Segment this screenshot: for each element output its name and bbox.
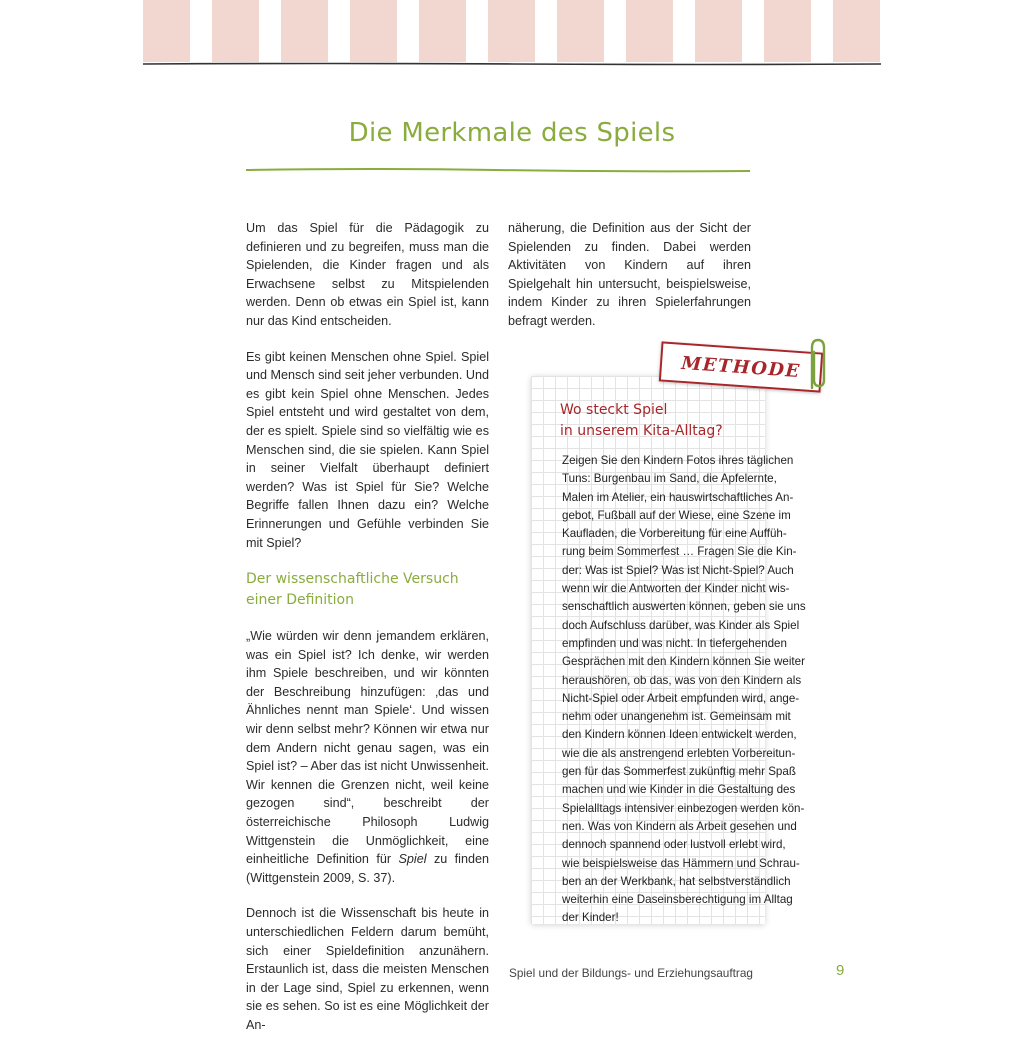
top-stripe-decoration: [143, 0, 881, 62]
method-line: nehm oder unangenehm ist. Gemeinsam mit: [562, 710, 791, 724]
top-divider-line: [143, 62, 881, 66]
running-footer: Spiel und der Bildungs- und Erziehungsauftrag: [509, 966, 753, 980]
stripe: [764, 0, 811, 62]
stripe: [419, 0, 466, 62]
stripe: [626, 0, 673, 62]
left-column: [246, 219, 489, 1052]
method-line: wie beispielsweise das Hämmern und Schrau-: [562, 856, 800, 870]
stripe: [695, 0, 742, 62]
page-number: 9: [836, 962, 845, 979]
section-subheading: [246, 569, 489, 611]
emphasis-text: Spiel: [398, 852, 427, 867]
method-line: machen und wie Kinder in die Gestaltung des: [562, 783, 796, 797]
method-line: der: Was ist Spiel? Was ist Nicht-Spiel? Auch: [562, 563, 794, 577]
method-line: wenn wir die Antworten der Kinder nicht wis-: [562, 582, 790, 596]
method-line: Tuns: Burgenbau im Sand, die Apfelernte,: [562, 472, 777, 486]
quote-paragraph: [246, 627, 489, 887]
stripe: [350, 0, 397, 62]
quote-text-end: zu finden (Wittgenstein 2009, S. 37).: [246, 852, 489, 885]
title-underline: [246, 165, 750, 175]
paperclip-icon: [803, 336, 829, 392]
method-line: Malen im Atelier, ein hauswirtschaftliches An-: [562, 490, 794, 504]
method-line: heraushören, ob das, was von den Kindern als: [562, 673, 802, 687]
method-line: senschaftlich auswerten können, geben sie uns: [562, 600, 806, 614]
method-heading-line: in unserem Kita-Alltag?: [560, 423, 723, 439]
method-line: der Kinder!: [562, 911, 619, 925]
stripe: [557, 0, 604, 62]
method-line: Gesprächen mit den Kindern können Sie weiter: [562, 655, 805, 669]
subheading-line: einer Definition: [246, 592, 354, 609]
paragraph: näherung, die Definition aus der Sicht der Spielenden zu finden. Dabei werden Aktivitäten von Kindern auf ihren Spielgehalt hin untersucht, beispielsweise, indem Kinder zu ihren Spielerfahrungen befragt werden.: [508, 221, 751, 328]
method-heading-line: Wo steckt Spiel: [560, 402, 668, 418]
page-title: Die Merkmale des Spiels: [348, 118, 676, 148]
method-line: empfinden und was nicht. In tiefergehenden: [562, 636, 787, 650]
method-line: gen für das Sommerfest zukünftig mehr Spaß: [562, 765, 796, 779]
method-line: weiterhin eine Daseinsberechtigung im Alltag: [562, 893, 793, 907]
method-line: Nicht-Spiel oder Arbeit empfunden wird, ange-: [562, 691, 800, 705]
method-line: Spielalltags intensiver einbezogen werden kön-: [562, 801, 805, 815]
method-line: rung beim Sommerfest … Fragen Sie die Kin-: [562, 545, 797, 559]
right-column: [508, 219, 751, 348]
method-line: nen. Was von Kindern als Arbeit gesehen und: [562, 819, 797, 833]
method-line: den Kindern können Ideen entwickelt werden,: [562, 728, 797, 742]
stripe: [143, 0, 190, 62]
method-line: ben an der Werkbank, hat selbstverständlich: [562, 874, 791, 888]
method-line: Zeigen Sie den Kindern Fotos ihres täglichen: [562, 454, 794, 467]
method-body: [562, 452, 806, 928]
paragraph: Um das Spiel für die Pädagogik zu definieren und zu begreifen, muss man die Spielenden, die Kinder fragen und als Erwachsene selbst zu Mitspielenden werden. Denn ob etwas ein Spiel ist, kann nur das Kind entscheiden.: [246, 221, 489, 328]
stripe: [488, 0, 535, 62]
method-line: gebot, Fußball auf der Wiese, eine Szene im: [562, 508, 791, 522]
stripe: [212, 0, 259, 62]
quote-text: „Wie würden wir denn jemandem erklären, was ein Spiel ist? Ich denke, wir werden ihm Spiele beschreiben, und wir könnten der Beschreibung hinzufügen: ‚das und Ähnliches nennt man Spiele‘. Und wissen wir denn selbst mehr? Können wir etwa nur dem Andern nicht genau sagen, was ein Spiel ist? – Aber das ist nicht Unwissenheit. Wir kennen die Grenzen nicht, weil keine gezogen sind“, beschreibt der österreichische Philosoph Ludwig Wittgenstein die Unmöglichkeit, eine einheitliche Definition für: [246, 629, 489, 867]
method-label: METHODE: [659, 341, 823, 392]
method-line: doch Aufschluss darüber, was Kinder als Spiel: [562, 618, 800, 632]
paragraph: Es gibt keinen Menschen ohne Spiel. Spiel und Mensch sind seit jeher verbunden. Und es gibt kein Spiel ohne Menschen. Jedes Spiel entsteht und wird gestaltet von dem, der es spielt. Spiele sind so vielfältig wie es Menschen sind, die sie spielen. Kann Spiel in seiner Vielfalt überhaupt definiert werden? Was ist Spiel für Sie? Welche Begriffe fallen Ihnen dazu ein? Welche Erinnerungen und Gefühle verbinden Sie mit Spiel?: [246, 349, 489, 550]
subheading-line: Der wissenschaftliche Versuch: [246, 571, 459, 588]
stripe: [833, 0, 880, 62]
method-line: Kaufladen, die Vorbereitung für eine Auffüh-: [562, 527, 787, 541]
stripe: [281, 0, 328, 62]
method-heading: [560, 400, 760, 442]
method-line: dennoch spannend oder lustvoll erlebt wird,: [562, 838, 786, 852]
method-line: wie die als anstrengend erlebten Vorbereitun-: [562, 746, 796, 760]
paragraph: Dennoch ist die Wissenschaft bis heute in unterschiedlichen Feldern darum bemüht, sich einer Spieldefinition anzunähern. Erstaunlich ist, dass die meisten Menschen in der Lage sind, Spiel zu erkennen, wenn sie es sehen. So ist es eine Möglichkeit der An-: [246, 906, 489, 1032]
